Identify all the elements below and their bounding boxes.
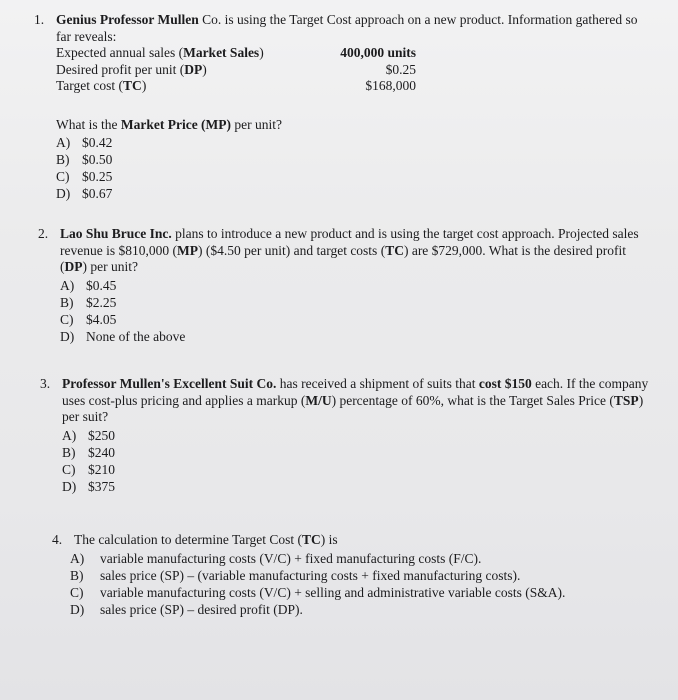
question-number: 1. <box>34 12 45 27</box>
answer-option-d[interactable]: D) $0.67 <box>56 186 113 201</box>
question-stem: Genius Professor Mullen Co. is using the Target Cost approach on a new product. Information gathered so far reveals: <box>56 12 638 44</box>
question-prompt: What is the Market Price (MP) per unit? <box>56 116 283 132</box>
question-stem: Professor Mullen's Excellent Suit Co. has received a shipment of suits that cost $150 each. If the company uses cost-plus pricing and applies a markup (M/U) percentage of 60%, what is the Target Sales Price (TSP) per suit? <box>62 376 649 424</box>
question-4 <box>52 532 652 619</box>
given-label: Desired profit per unit (DP) <box>56 61 207 77</box>
answer-option-d[interactable]: D) $375 <box>62 478 115 494</box>
answer-option-c[interactable]: C) variable manufacturing costs (V/C) + selling and administrative variable costs (S&A). <box>70 584 566 600</box>
answer-option-c[interactable]: C) $210 <box>62 461 115 477</box>
answer-option-a[interactable]: A) variable manufacturing costs (V/C) + fixed manufacturing costs (F/C). <box>70 550 482 566</box>
given-value: 400,000 units <box>340 45 416 60</box>
question-number: 3. <box>40 376 51 391</box>
answer-option-a[interactable]: A) $0.45 <box>60 277 117 293</box>
answer-option-a[interactable]: A) $0.42 <box>56 135 113 150</box>
answer-option-d[interactable]: D) sales price (SP) – desired profit (DP). <box>70 601 303 617</box>
answer-option-c[interactable]: C) $4.05 <box>60 311 117 327</box>
answer-option-b[interactable]: B) $0.50 <box>56 152 113 167</box>
answer-options <box>60 278 653 346</box>
answer-options <box>56 135 654 203</box>
answer-option-b[interactable]: B) $2.25 <box>60 294 117 310</box>
given-label: Target cost (TC) <box>56 78 147 93</box>
answer-options <box>62 428 655 496</box>
given-value: $0.25 <box>385 61 416 77</box>
answer-option-a[interactable]: A) $250 <box>62 427 115 443</box>
given-value: $168,000 <box>365 78 416 93</box>
given-label: Expected annual sales (Market Sales) <box>56 45 264 60</box>
answer-option-b[interactable]: B) $240 <box>62 444 115 460</box>
question-2 <box>38 226 653 346</box>
question-3 <box>40 376 655 496</box>
answer-option-b[interactable]: B) sales price (SP) – (variable manufacturing costs + fixed manufacturing costs). <box>70 567 521 583</box>
question-number: 2. <box>38 226 49 241</box>
answer-option-c[interactable]: C) $0.25 <box>56 169 113 184</box>
question-stem: Lao Shu Bruce Inc. plans to introduce a new product and is using the target cost approach. Projected sales revenue is $810,000 (MP) ($4.50 per unit) and target costs (TC) are $729,000. What is the desired profit (DP) per unit? <box>60 226 639 274</box>
question-number: 4. <box>52 532 63 547</box>
answer-option-d[interactable]: D) None of the above <box>60 328 186 344</box>
question-1 <box>34 12 654 203</box>
given-data-table <box>56 45 654 95</box>
question-stem: The calculation to determine Target Cost (TC) is <box>74 532 338 547</box>
answer-options <box>70 551 652 619</box>
